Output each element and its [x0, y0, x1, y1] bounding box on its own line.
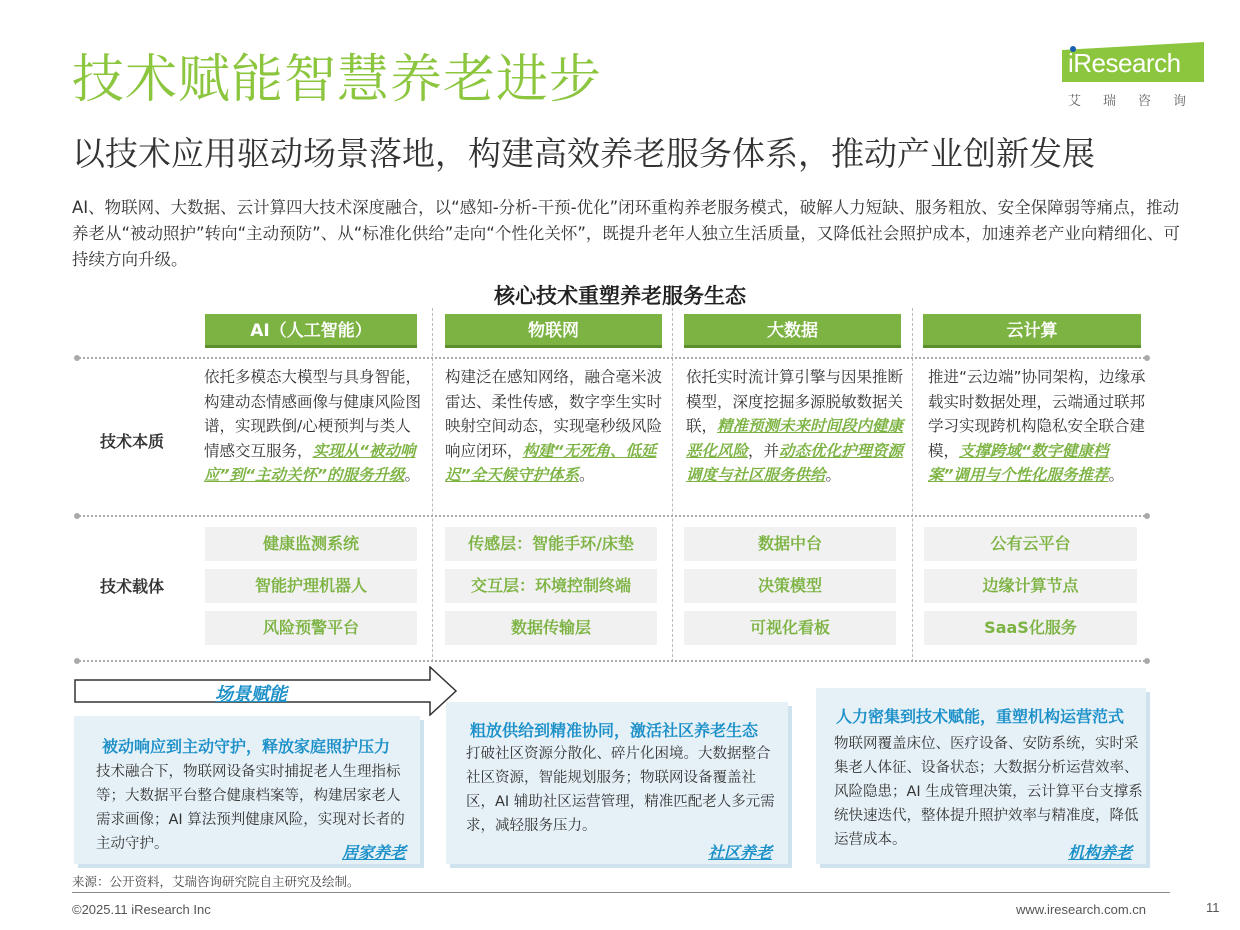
scene-body: 物联网覆盖床位、医疗设备、安防系统，实时采集老人体征、设备状态；大数据分析运营效率、风险隐患；AI 生成管理决策，云计算平台支撑系统快速迭代，整体提升照护效率与精准度，降低运营成本。 [834, 736, 1143, 848]
page-number: 11 [1206, 900, 1220, 915]
footer-divider [72, 892, 1170, 893]
essence-end: 。 [825, 466, 842, 485]
page-title: 技术赋能智慧养老进步 [72, 50, 603, 110]
essence-iot [445, 365, 663, 488]
scene-card-institution [816, 688, 1146, 864]
intro-paragraph: AI、物联网、大数据、云计算四大技术深度融合，以“感知-分析-干预-优化”闭环重构养老服务模式，破解人力短缺、服务粗放、安全保障弱等痛点，推动养老从“被动照护”转向“主动预防”、从“标准化供给”走向“个性化关怀”，既提升老年人独立生活质量，又降低社会照护成本，加速养老产业向精细化、可持续方向升级。 [72, 198, 1180, 269]
column-divider [672, 308, 673, 662]
essence-highlight: 支撑跨域“数字健康档案”调用与个性化服务推荐 [928, 441, 1109, 485]
scene-card-home [74, 716, 420, 864]
essence-highlight: 构建“无死角、低延迟”全天候守护体系 [445, 441, 657, 485]
column-divider [912, 308, 913, 662]
ecosystem-title: 核心技术重塑养老服务生态 [494, 284, 746, 308]
essence-end: 。 [1108, 466, 1124, 485]
scene-tag: 机构养老 [1068, 843, 1133, 862]
column-header-bigdata: 大数据 [684, 314, 901, 348]
essence-text: 构建泛在感知网络，融合毫米波雷达、柔性传感，数字孪生实时映射空间动态，实现毫秒级风险响应闭环， [445, 368, 663, 460]
carrier-item: 数据传输层 [445, 611, 657, 645]
scene-card-community [446, 702, 788, 864]
source-note: 来源：公开资料，艾瑞咨询研究院自主研究及绘制。 [72, 874, 360, 889]
essence-text: 依托实时流计算引擎与因果推断模型，深度挖掘多源脱敏数据关联， [686, 368, 904, 436]
column-header-cloud: 云计算 [923, 314, 1141, 348]
scene-body: 技术融合下，物联网设备实时捕捉老人生理指标等；大数据平台整合健康档案等，构建居家老人需求画像；AI 算法预判健康风险，实现对长者的主动守护。 [96, 764, 405, 852]
essence-end: 。 [404, 466, 420, 485]
essence-bigdata [686, 365, 904, 488]
scene-body: 打破社区资源分散化、碎片化困境。大数据整合社区资源，智能规划服务；物联网设备覆盖社区，AI 辅助社区运营管理，精准匹配老人多元需求，减轻服务压力。 [466, 746, 775, 834]
column-header-ai: AI（人工智能） [205, 314, 417, 348]
carrier-item: 公有云平台 [924, 527, 1137, 561]
carrier-item: 交互层：环境控制终端 [445, 569, 657, 603]
essence-highlight-2: 动态优化护理资源调度与社区服务供给 [686, 441, 904, 485]
carrier-item: 风险预警平台 [205, 611, 417, 645]
row-label-essence: 技术本质 [100, 432, 165, 451]
column-divider [432, 308, 433, 662]
essence-text: 依托多模态大模型与具身智能，构建动态情感画像与健康风险图谱，实现跌倒/心梗预判与类人情感交互服务， [204, 368, 422, 460]
column-header-iot: 物联网 [445, 314, 662, 348]
essence-end: 。 [578, 466, 595, 485]
row-separator [76, 357, 1148, 359]
essence-mid: ，并 [748, 441, 780, 460]
row-separator [76, 660, 1148, 662]
copyright: ©2025.11 iResearch Inc [72, 902, 211, 917]
essence-cloud [928, 365, 1146, 488]
row-separator [76, 515, 1148, 517]
carrier-item: 传感层：智能手环/床垫 [445, 527, 657, 561]
row-label-carrier: 技术载体 [100, 577, 165, 596]
scene-title: 粗放供给到精准协同，激活社区养老生态 [470, 721, 759, 740]
essence-text: 推进“云边端”协同架构，边缘承载实时数据处理，云端通过联邦学习实现跨机构隐私安全联合建模， [928, 368, 1146, 460]
scene-tag: 居家养老 [342, 843, 407, 862]
scene-tag: 社区养老 [708, 843, 773, 862]
essence-highlight: 实现从“被动响应”到“主动关怀”的服务升级 [204, 441, 416, 485]
carrier-item: 可视化看板 [684, 611, 896, 645]
scene-title: 被动响应到主动守护，释放家庭照护压力 [102, 737, 391, 756]
page-subtitle: 以技术应用驱动场景落地，构建高效养老服务体系，推动产业创新发展 [72, 134, 1095, 173]
website-link[interactable]: www.iresearch.com.cn [1016, 902, 1147, 917]
essence-highlight: 精准预测未来时间段内健康恶化风险 [686, 417, 904, 460]
logo-cn-text: 艾瑞咨询 [1068, 94, 1209, 109]
carrier-item: 智能护理机器人 [205, 569, 417, 603]
carrier-item: SaaS化服务 [924, 611, 1137, 645]
carrier-item: 决策模型 [684, 569, 896, 603]
carrier-item: 健康监测系统 [205, 527, 417, 561]
scene-title: 人力密集到技术赋能，重塑机构运营范式 [836, 707, 1125, 726]
carrier-item: 数据中台 [684, 527, 896, 561]
iresearch-logo [1062, 40, 1212, 110]
logo-text: iResearch [1068, 48, 1181, 78]
scene-arrow-label: 场景赋能 [215, 684, 287, 705]
essence-ai [204, 365, 422, 488]
carrier-item: 边缘计算节点 [924, 569, 1137, 603]
